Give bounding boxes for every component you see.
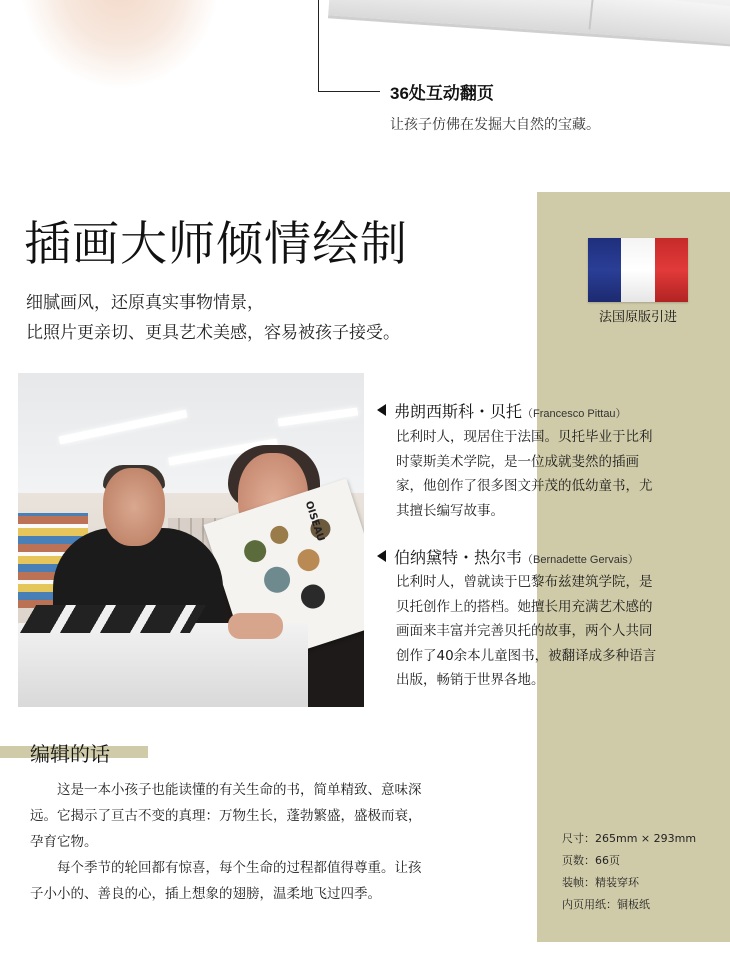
spec-size: 尺寸：265mm × 293mm bbox=[562, 832, 697, 845]
headline-subtitle-2: 比照片更亲切、更具艺术美感，容易被孩子接受。 bbox=[26, 323, 400, 343]
triangle-left-icon bbox=[377, 550, 386, 562]
author-1-bio-line: 比利时人，现居住于法国。贝托毕业于比利 bbox=[396, 429, 653, 445]
author-1-latin: （Francesco Pittau） bbox=[522, 408, 627, 420]
book-cover-text: OISEAU bbox=[302, 499, 327, 543]
spec-binding: 装帧：精装穿环 bbox=[562, 876, 639, 889]
spec-paper: 内页用纸：铜板纸 bbox=[562, 898, 650, 911]
editor-note-line: 这是一本小孩子也能读懂的有关生命的书，简单精致、意味深 bbox=[30, 782, 422, 798]
author-1-bio bbox=[396, 425, 712, 523]
authors-photo bbox=[18, 373, 364, 707]
author-2-bio-line: 创作了40余本儿童图书，被翻译成多种语言 bbox=[396, 647, 657, 664]
editor-note-line: 每个季节的轮回都有惊喜，每个生命的过程都值得尊重。让孩 bbox=[30, 860, 422, 876]
feature-title: 36处互动翻页 bbox=[390, 84, 494, 103]
callout-line-horizontal bbox=[318, 91, 380, 92]
editor-note-line: 子小小的、善良的心，插上想象的翅膀，温柔地飞过四季。 bbox=[30, 886, 381, 902]
author-2-bio-line: 画面来丰富并完善贝托的故事，两个人共同 bbox=[396, 623, 653, 639]
author-2-name bbox=[377, 545, 639, 568]
author-1-bio-line: 家，他创作了很多图文并茂的低幼童书，尤 bbox=[396, 478, 653, 494]
author-2-bio-line: 出版，畅销于世界各地。 bbox=[396, 672, 545, 688]
author-1-bio-line: 时蒙斯美术学院，是一位成就斐然的插画 bbox=[396, 453, 639, 470]
flag-caption: 法国原版引进 bbox=[598, 310, 677, 325]
spec-pages: 页数：66页 bbox=[562, 854, 620, 867]
author-2-bio bbox=[396, 570, 712, 693]
france-flag-icon bbox=[588, 238, 688, 302]
headline-subtitle-1: 细腻画风，还原真实事物情景， bbox=[26, 293, 264, 313]
author-2-latin: （Bernadette Gervais） bbox=[522, 554, 639, 566]
author-2-name-text: 伯纳黛特・热尔韦 bbox=[394, 548, 523, 567]
author-1-bio-line: 其擅长编写故事。 bbox=[396, 502, 504, 519]
editor-note-line: 孕育它物。 bbox=[30, 834, 98, 850]
author-1-name-text: 弗朗西斯科・贝托 bbox=[394, 402, 523, 421]
author-1-name bbox=[377, 399, 627, 422]
feature-subtitle: 让孩子仿佛在发掘大自然的宝藏。 bbox=[390, 117, 600, 133]
author-2-bio-line: 比利时人，曾就读于巴黎布兹建筑学院，是 bbox=[396, 574, 653, 590]
top-decor-blur bbox=[20, 0, 220, 90]
editor-note-title: 编辑的话 bbox=[30, 742, 110, 766]
editor-note-line: 远。它揭示了亘古不变的真理：万物生长，蓬勃繁盛，盛极而衰， bbox=[30, 808, 422, 824]
page-headline: 插画大师倾情绘制 bbox=[24, 217, 408, 272]
triangle-left-icon bbox=[377, 404, 386, 416]
editor-note-body bbox=[30, 777, 490, 907]
author-2-bio-line: 贝托创作上的搭档。她擅长用充满艺术感的 bbox=[396, 598, 653, 615]
callout-line-vertical bbox=[318, 0, 319, 92]
